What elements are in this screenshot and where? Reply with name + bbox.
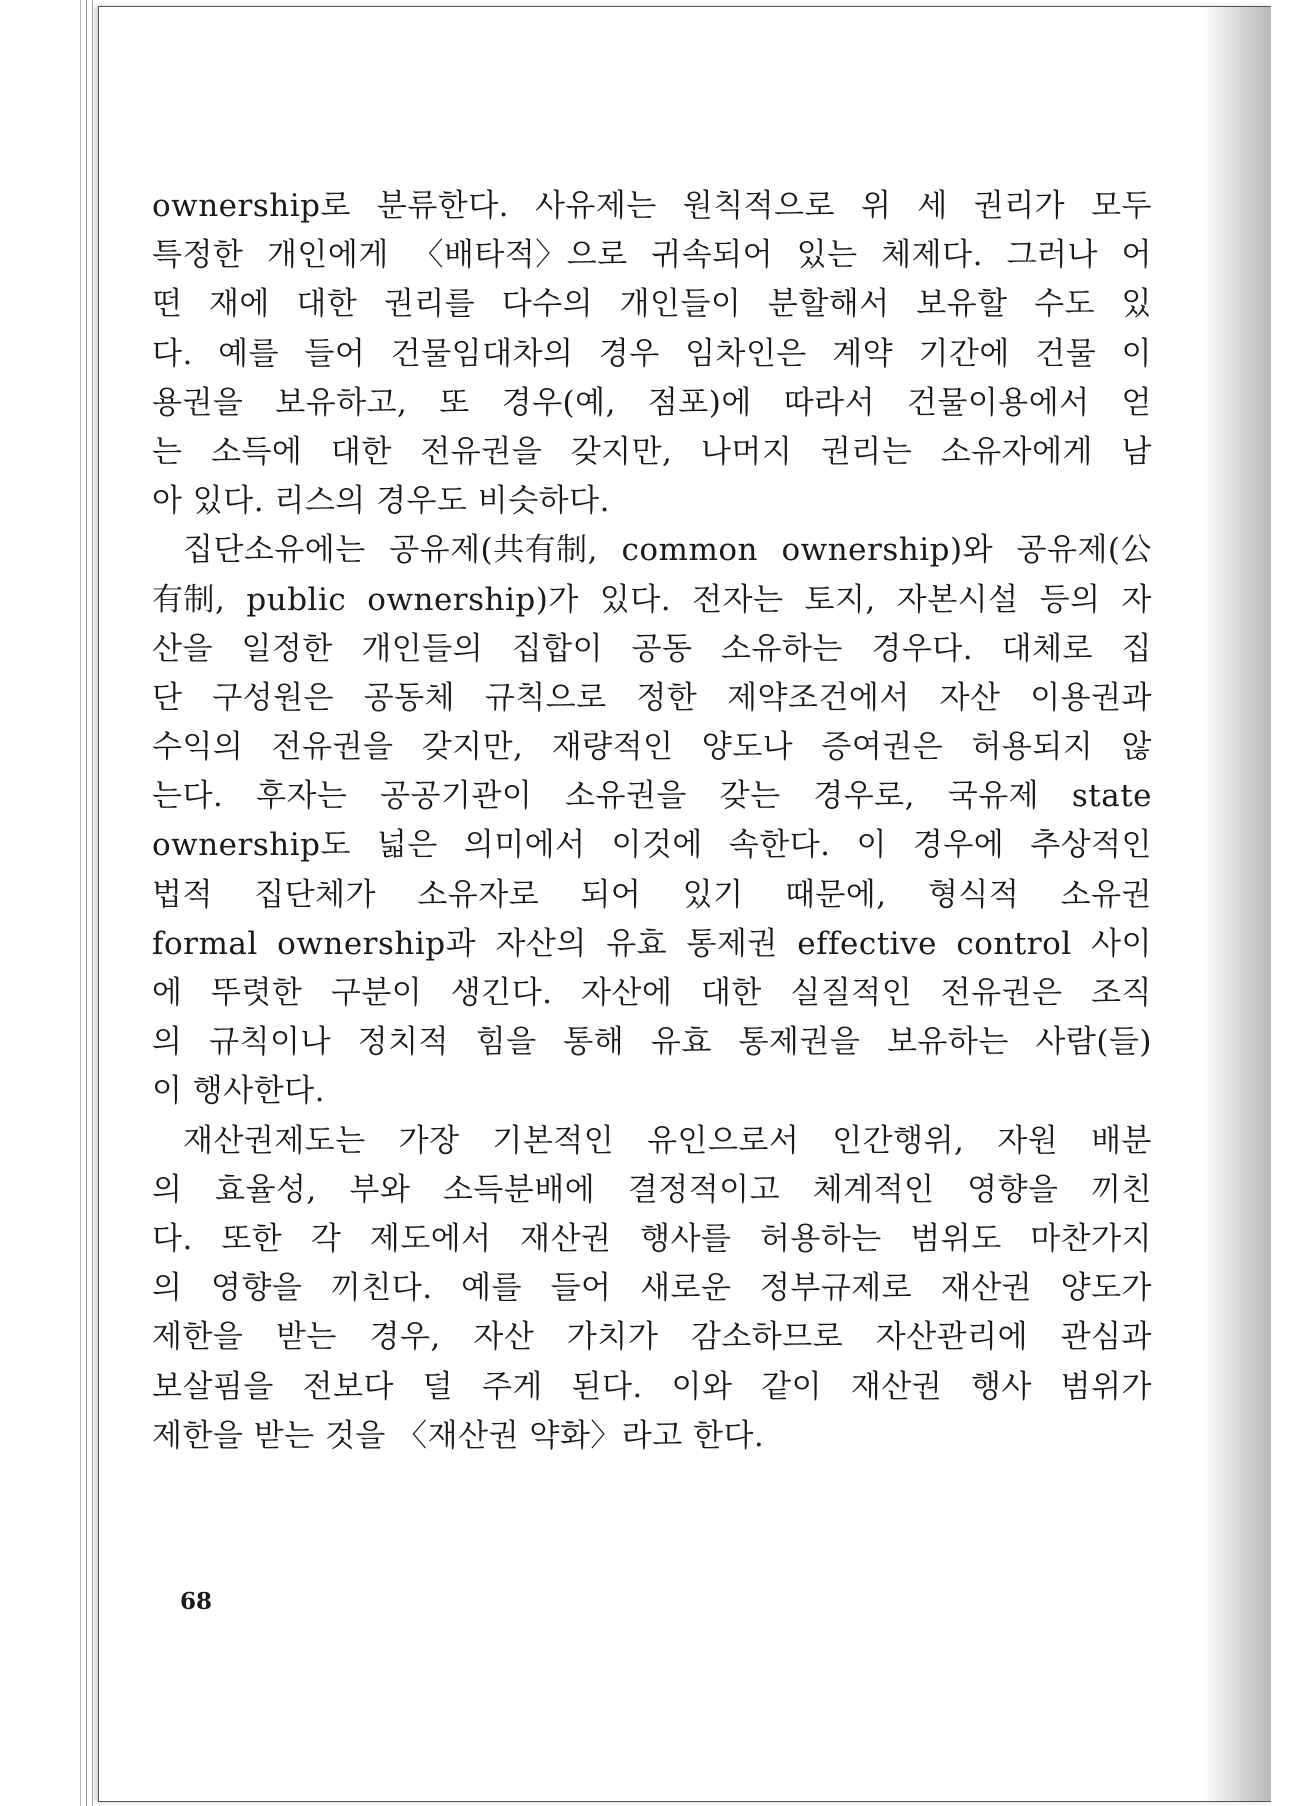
text-line: 단 구성원은 공동체 규칙으로 정한 제약조건에서 자산 이용권과 (152, 679, 1152, 716)
text-line: ownership도 넓은 의미에서 이것에 속한다. 이 경우에 추상적인 (152, 827, 1152, 864)
text-line: 법적 집단체가 소유자로 되어 있기 때문에, 형식적 소유권 (152, 876, 1152, 913)
text-line: 집단소유에는 공유제(共有制, common ownership)와 공유제(公 (183, 532, 1152, 569)
paragraph-1 (152, 182, 1152, 526)
text-line: ownership로 분류한다. 사유제는 원칙적으로 위 세 권리가 모두 (152, 188, 1152, 224)
text-line: 아 있다. 리스의 경우도 비슷하다. (152, 483, 610, 520)
text-line: 떤 재에 대한 권리를 다수의 개인들이 분할해서 보유할 수도 있 (152, 286, 1152, 323)
text-line: 수익의 전유권을 갖지만, 재량적인 양도나 증여권은 허용되지 않 (152, 729, 1152, 766)
text-line: 용권을 보유하고, 또 경우(예, 점포)에 따라서 건물이용에서 얻 (152, 384, 1152, 421)
text-line: 산을 일정한 개인들의 집합이 공동 소유하는 경우다. 대체로 집 (152, 630, 1152, 667)
text-line: formal ownership과 자산의 유효 통제권 effective control 사이 (152, 925, 1152, 962)
text-line: 이 행사한다. (152, 1073, 325, 1110)
text-line: 의 효율성, 부와 소득분배에 결정적이고 체계적인 영향을 끼친 (152, 1171, 1152, 1208)
text-line: 의 규칙이나 정치적 힘을 통해 유효 통제권을 보유하는 사람(들) (152, 1024, 1152, 1061)
text-line: 특정한 개인에게 〈배타적〉으로 귀속되어 있는 체제다. 그러나 어 (152, 237, 1152, 274)
text-line: 재산권제도는 가장 기본적인 유인으로서 인간행위, 자원 배분 (183, 1122, 1152, 1159)
text-line: 보살핌을 전보다 덜 주게 된다. 이와 같이 재산권 행사 범위가 (152, 1368, 1152, 1405)
text-line: 제한을 받는 경우, 자산 가치가 감소하므로 자산관리에 관심과 (152, 1319, 1152, 1356)
text-line: 의 영향을 끼친다. 예를 들어 새로운 정부규제로 재산권 양도가 (152, 1270, 1152, 1307)
page-number: 68 (180, 1588, 213, 1615)
text-line: 에 뚜렷한 구분이 생긴다. 자산에 대한 실질적인 전유권은 조직 (152, 975, 1152, 1011)
text-line: 다. 예를 들어 건물임대차의 경우 임차인은 계약 기간에 건물 이 (152, 335, 1152, 372)
page-binding-shadow (1201, 7, 1271, 1801)
paragraph-3 (152, 1117, 1152, 1461)
text-line: 는다. 후자는 공공기관이 소유권을 갖는 경우로, 국유제 state (152, 778, 1152, 815)
text-line: 제한을 받는 것을 〈재산권 약화〉라고 한다. (152, 1417, 765, 1454)
text-line: 는 소득에 대한 전유권을 갖지만, 나머지 권리는 소유자에게 남 (152, 433, 1152, 470)
text-line: 다. 또한 각 제도에서 재산권 행사를 허용하는 범위도 마찬가지 (152, 1220, 1152, 1257)
text-line: 有制, public ownership)가 있다. 전자는 토지, 자본시설 등의 자 (152, 581, 1152, 618)
body-text (152, 182, 1152, 1461)
paragraph-2 (152, 526, 1152, 1116)
